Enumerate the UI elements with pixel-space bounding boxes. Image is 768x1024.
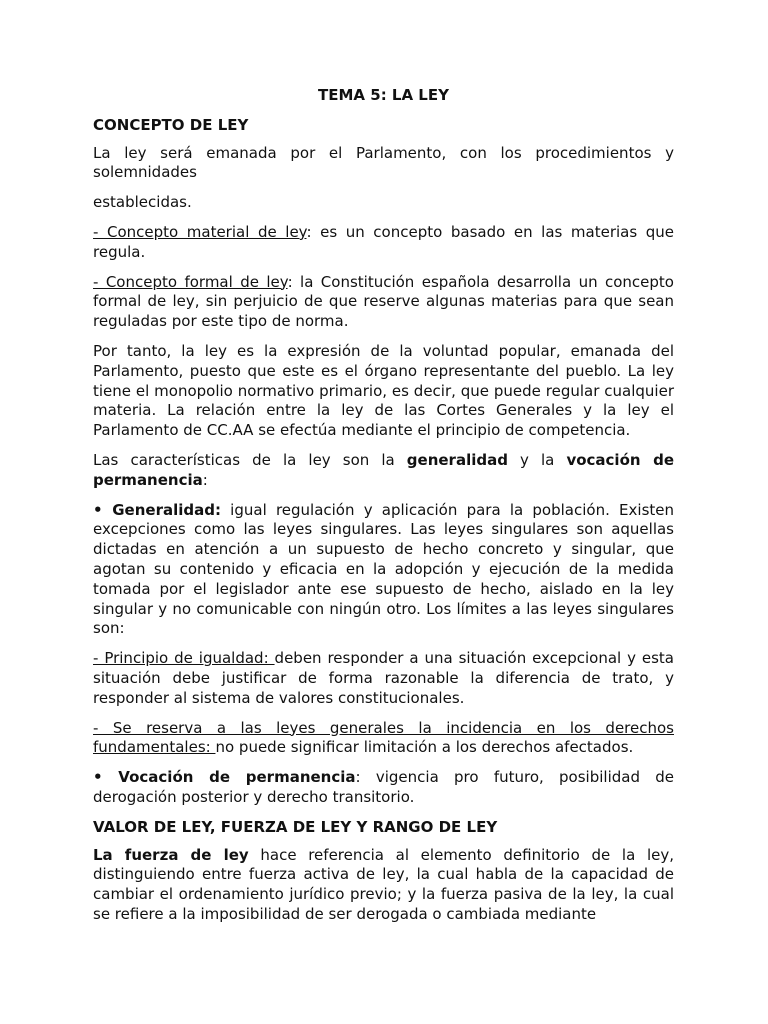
concepto-formal-label: - Concepto formal de ley bbox=[93, 272, 288, 291]
paragraph-vocacion bbox=[93, 768, 674, 808]
caracteristicas-text-a: Las características de la ley son la bbox=[93, 450, 407, 469]
paragraph-concepto-formal bbox=[93, 273, 674, 332]
fuerza-de-ley-text: hace referencia al elemento definitorio de la ley, distinguiendo entre fuerza activa de ley, la cual habla de la capacidad de cambiar el ordenamiento jurídico previo; y la fuerza pasiva de la ley, la cual se refiere a la imposibilidad de ser derogada o cambiada mediante bbox=[93, 845, 674, 923]
paragraph-concepto-material bbox=[93, 223, 674, 263]
vocacion-label: • Vocación de permanencia bbox=[93, 768, 356, 787]
caracteristicas-vocacion: vocación de permanencia bbox=[93, 450, 674, 489]
concepto-material-label: - Concepto material de ley bbox=[93, 222, 307, 241]
principio-igualdad-label: - Principio de igualdad: bbox=[93, 649, 275, 668]
paragraph-intro-continued: establecidas. bbox=[93, 193, 192, 212]
caracteristicas-text-c: y la bbox=[507, 450, 567, 469]
concepto-material-text: : es un concepto basado en las materias que regula. bbox=[93, 222, 674, 261]
caracteristicas-generalidad: generalidad bbox=[406, 450, 508, 469]
paragraph-por-tanto: Por tanto, la ley es la expresión de la voluntad popular, emanada del Parlamento, puesto que este es el órgano representante del pueblo. La ley tiene el monopolio normativo primario, es decir, que puede regular cualquier materia. La relación entre la ley de las Cortes Generales y la ley el Parlamento de CC.AA se efectúa mediante el principio de competencia. bbox=[93, 341, 674, 440]
vocacion-text: : vigencia pro futuro, posibilidad de derogación posterior y derecho transitorio. bbox=[93, 768, 674, 806]
generalidad-text: igual regulación y aplicación para la población. Existen excepciones como las leyes singulares. Las leyes singulares son aquellas dictadas en atención a un supuesto de hecho concreto y singular, que agotan su contenido y eficacia en la adopción y ejecución de la medida tomada por el legislador ante ese supuesto de hecho, aislado en la ley singular y no comunicable con ningún otro. Los límites a las leyes singulares son: bbox=[93, 500, 675, 638]
document-title: TEMA 5: LA LEY bbox=[318, 86, 449, 104]
caracteristicas-text-e: : bbox=[202, 470, 208, 489]
paragraph-intro: La ley será emanada por el Parlamento, con los procedimientos y solemnidades bbox=[93, 143, 674, 182]
paragraph-caracteristicas bbox=[93, 451, 674, 491]
reserva-leyes-text: no puede significar limitación a los derechos afectados. bbox=[215, 738, 634, 757]
principio-igualdad-text: deben responder a una situación excepcional y esta situación debe justificar de forma razonable la diferencia de trato, y responder al sistema de valores constitucionales. bbox=[93, 649, 674, 707]
reserva-leyes-label: - Se reserva a las leyes generales la incidencia en los derechos fundamentales: bbox=[93, 718, 674, 757]
section-heading-concepto: CONCEPTO DE LEY bbox=[93, 115, 249, 134]
concepto-formal-text: : la Constitución española desarrolla un concepto formal de ley, sin perjuicio de que reserve algunas materias para que sean reguladas por este tipo de norma. bbox=[93, 272, 674, 331]
fuerza-de-ley-label: La fuerza de ley bbox=[93, 845, 249, 864]
section-heading-valor-fuerza-rango: VALOR DE LEY, FUERZA DE LEY Y RANGO DE LEY bbox=[93, 817, 498, 836]
paragraph-reserva-leyes bbox=[93, 719, 674, 759]
paragraph-generalidad bbox=[93, 501, 674, 640]
generalidad-label: • Generalidad: bbox=[93, 500, 221, 519]
paragraph-principio-igualdad bbox=[93, 649, 674, 708]
paragraph-fuerza-de-ley bbox=[93, 846, 674, 925]
